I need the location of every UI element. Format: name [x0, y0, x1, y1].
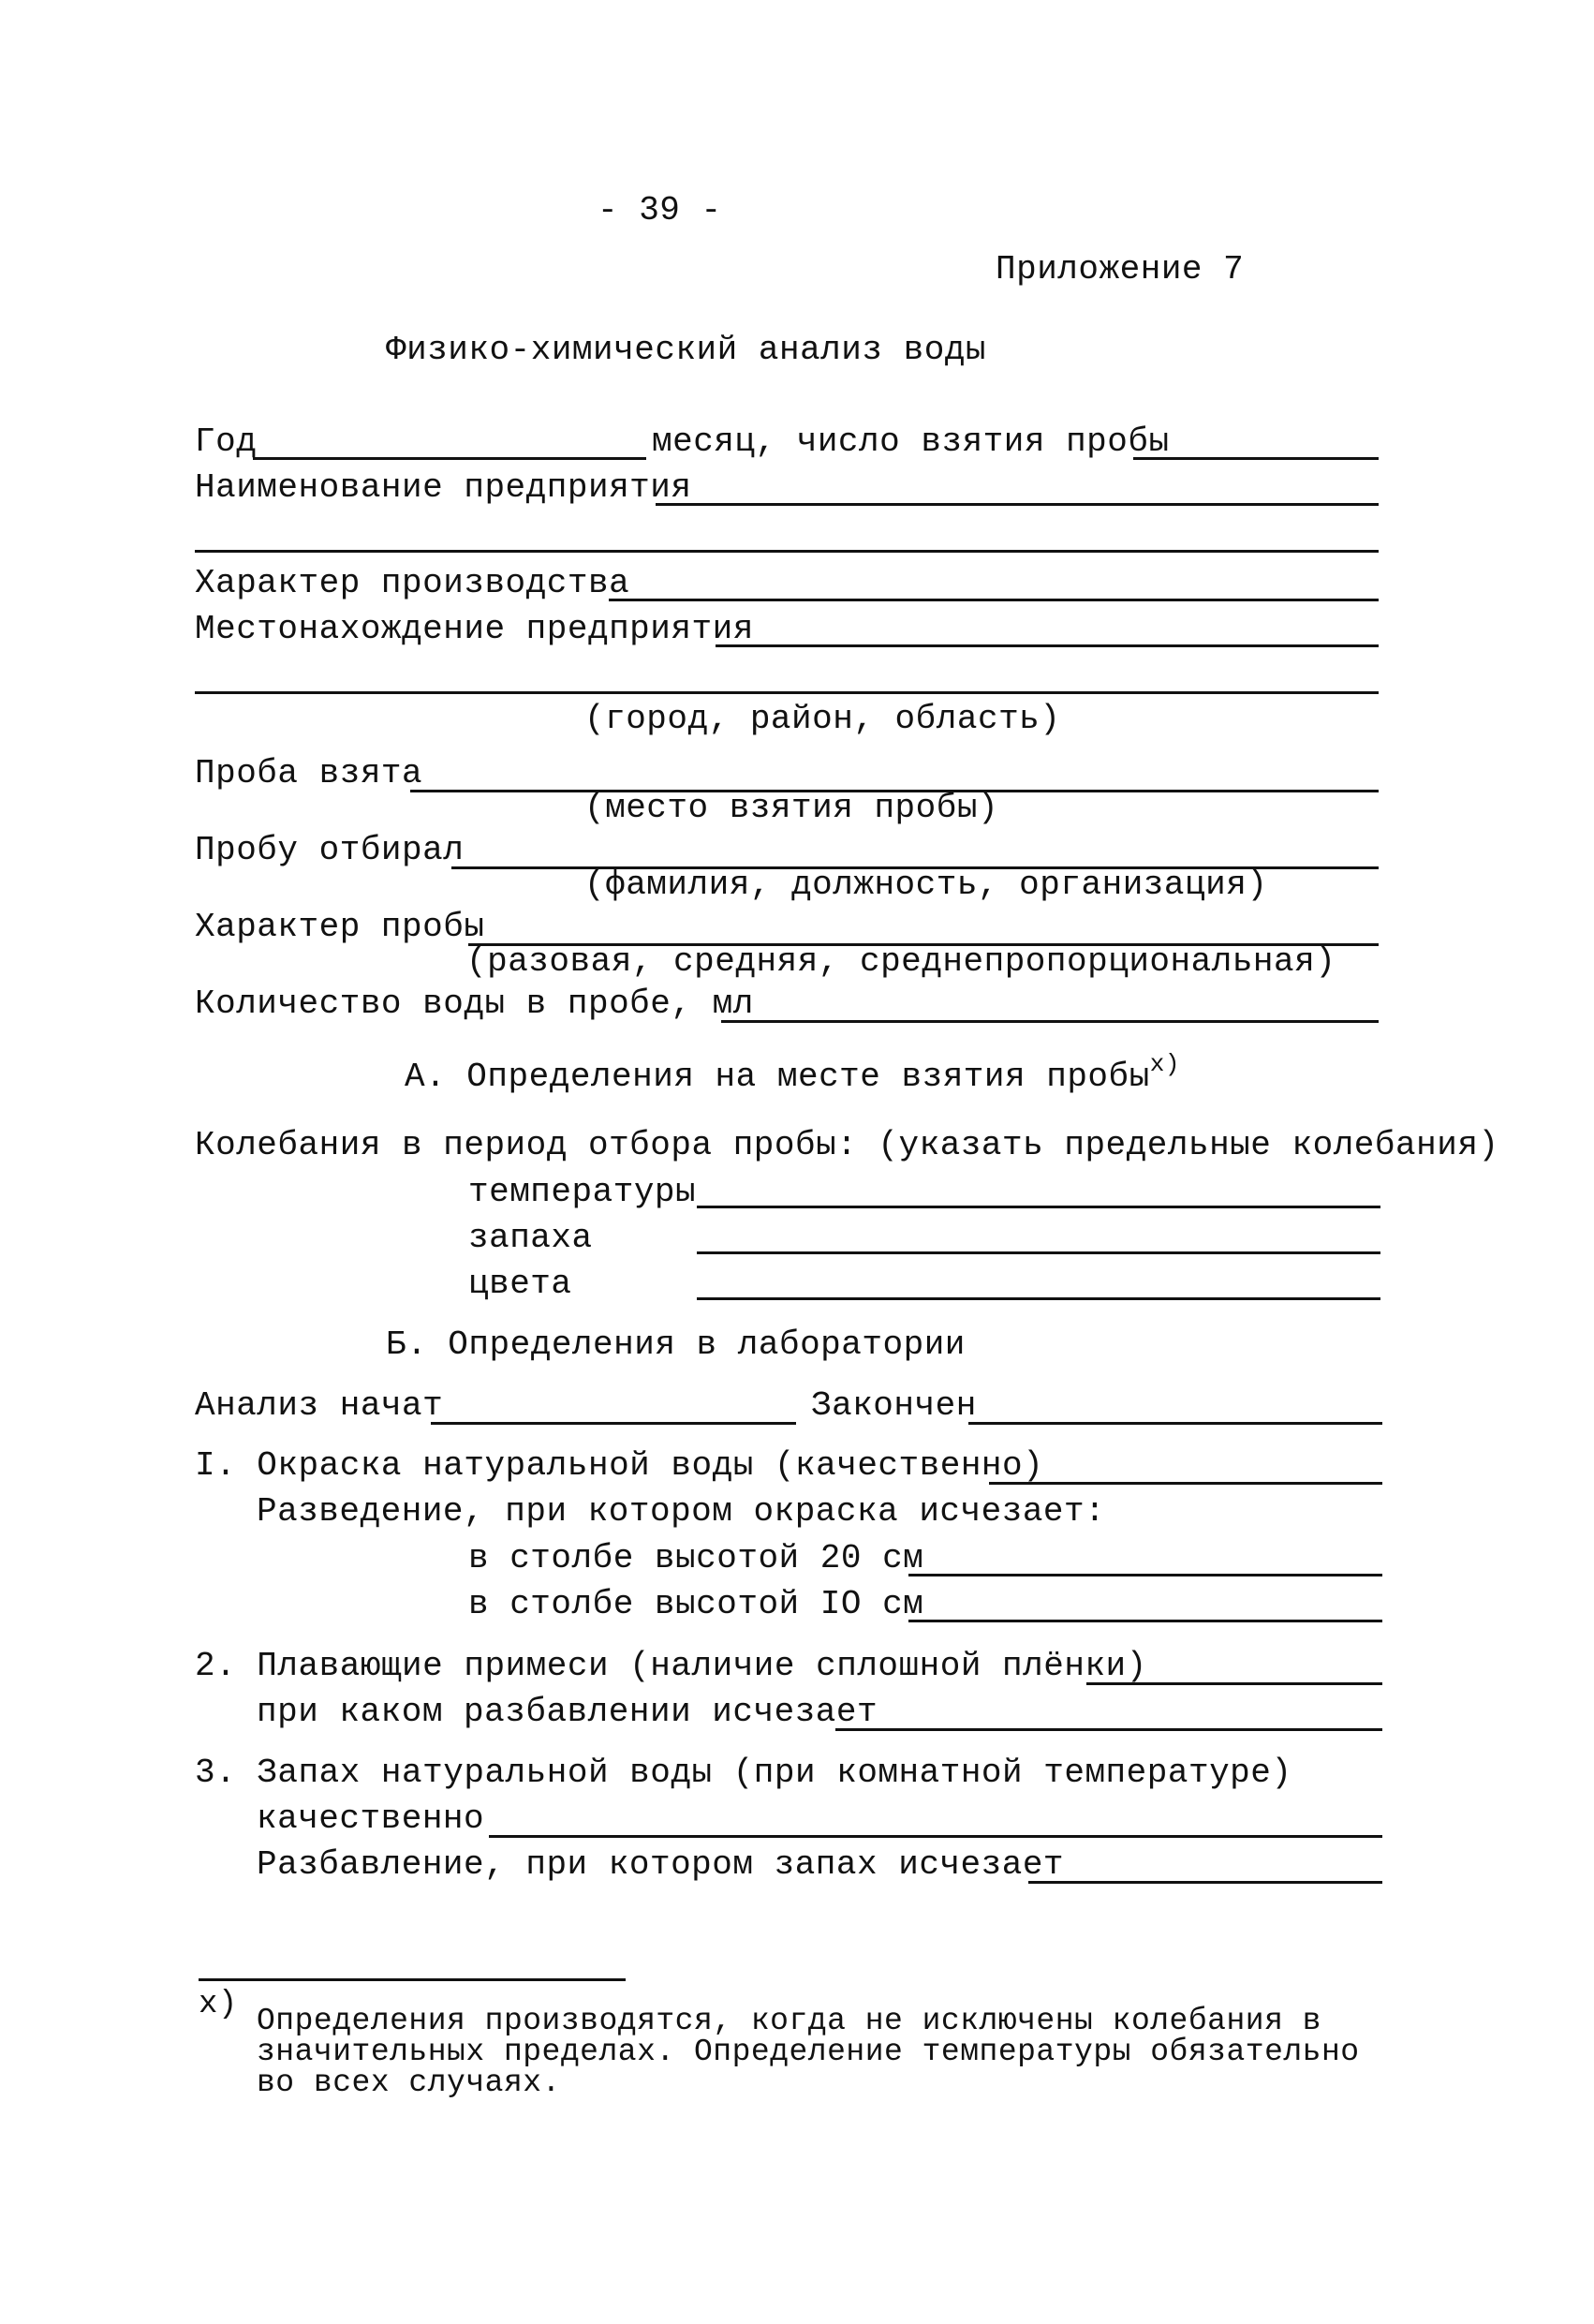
section-b-title: Б. Определения в лаборатории: [386, 1325, 966, 1364]
fluct-temperature-field-line[interactable]: [697, 1206, 1380, 1208]
item-3b-label: Разбавление, при котором запах исчезает: [257, 1845, 1065, 1884]
year-label: Год: [195, 422, 258, 461]
sampled-by-label: Пробу отбирал: [195, 831, 465, 869]
production-type-field-line[interactable]: [609, 599, 1379, 601]
analysis-finished-label: Закончен: [811, 1386, 977, 1425]
water-amount-label: Количество воды в пробе, мл: [195, 984, 754, 1023]
section-a-title-text: А. Определения на месте взятия пробы: [405, 1058, 1150, 1096]
enterprise-name-label: Наименование предприятия: [195, 468, 692, 507]
analysis-started-label: Анализ начат: [195, 1386, 444, 1425]
footnote-mark: x): [199, 1987, 238, 2022]
item-3b-field-line[interactable]: [1028, 1881, 1382, 1884]
item-3-label: 3. Запах натуральной воды (при комнатной температуре): [195, 1754, 1292, 1792]
item-1a-label: в столбе высотой 20 см: [468, 1539, 924, 1577]
month-day-label: месяц, число взятия пробы: [652, 422, 1170, 461]
sample-taken-hint: (место взятия пробы): [584, 789, 999, 827]
analysis-finished-field-line[interactable]: [968, 1422, 1382, 1425]
page-title: Физико-химический анализ воды: [386, 331, 987, 369]
location-field-line[interactable]: [716, 644, 1379, 647]
fluct-color-label: цвета: [468, 1265, 572, 1303]
appendix-label: Приложение 7: [996, 250, 1245, 289]
footnote-divider: [199, 1978, 626, 1981]
item-1-field-line[interactable]: [989, 1482, 1382, 1485]
fluctuations-label: Колебания в период отбора пробы: (указать предельные колебания): [195, 1126, 1499, 1164]
item-1-sub-label: Разведение, при котором окраска исчезает:: [257, 1492, 1106, 1531]
enterprise-name-field-line-2[interactable]: [195, 550, 1379, 553]
item-2-sub-label: при каком разбавлении исчезает: [257, 1693, 878, 1731]
year-field-line[interactable]: [253, 457, 646, 460]
item-1b-label: в столбе высотой IO см: [468, 1585, 924, 1623]
item-2-field-line[interactable]: [1086, 1682, 1382, 1685]
item-2-sub-field-line[interactable]: [835, 1728, 1382, 1731]
production-type-label: Характер производства: [195, 564, 630, 602]
month-day-field-line[interactable]: [1133, 457, 1379, 460]
sampled-by-hint: (фамилия, должность, организация): [584, 866, 1268, 904]
section-a-title: [405, 1050, 1180, 1098]
page-number: - 39 -: [598, 191, 722, 229]
footnote-line-3: во всех случаях.: [257, 2065, 561, 2100]
fluct-odor-label: запаха: [468, 1219, 593, 1257]
fluct-odor-field-line[interactable]: [697, 1251, 1380, 1254]
item-1b-field-line[interactable]: [908, 1620, 1382, 1622]
item-1-label: I. Окраска натуральной воды (качественно): [195, 1446, 1044, 1485]
enterprise-name-field-line[interactable]: [656, 503, 1379, 506]
location-label: Местонахождение предприятия: [195, 610, 754, 648]
sample-type-label: Характер пробы: [195, 908, 485, 946]
item-2-label: 2. Плавающие примеси (наличие сплошной плёнки): [195, 1647, 1147, 1685]
sample-taken-label: Проба взята: [195, 754, 423, 792]
item-3a-field-line[interactable]: [489, 1835, 1382, 1838]
item-3a-label: качественно: [257, 1799, 485, 1838]
footnote-line-2: значительных пределах. Определение температуры обязательно: [257, 2035, 1360, 2069]
sample-type-hint: (разовая, средняя, среднепропорциональная): [466, 942, 1336, 981]
section-a-footnote-mark: x): [1149, 1050, 1180, 1078]
water-amount-field-line[interactable]: [721, 1020, 1379, 1023]
fluct-color-field-line[interactable]: [697, 1297, 1380, 1300]
footnote-line-1: Определения производятся, когда не исключены колебания в: [257, 2004, 1321, 2038]
location-hint: (город, район, область): [584, 700, 1061, 738]
fluct-temperature-label: температуры: [468, 1173, 697, 1211]
analysis-started-field-line[interactable]: [431, 1422, 796, 1425]
location-field-line-2[interactable]: [195, 691, 1379, 694]
item-1a-field-line[interactable]: [908, 1574, 1382, 1576]
